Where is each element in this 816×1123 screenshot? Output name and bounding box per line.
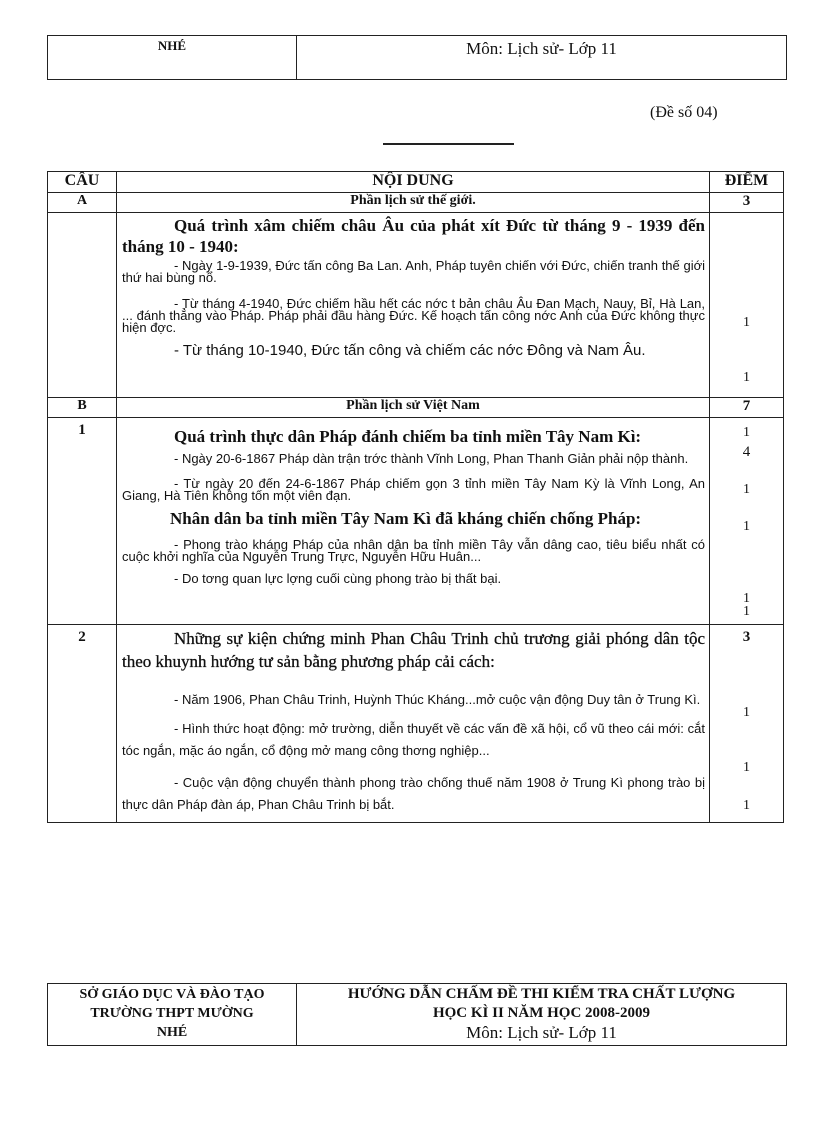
table-header-row — [48, 172, 784, 193]
q1-para-4: - Do tơng quan lực lợng cuối cùng phong trào bị thất bại. — [174, 571, 502, 586]
a-para-3: - Từ tháng 10-1940, Đức tấn công và chiếm các nớc Đông và Nam Âu. — [174, 342, 646, 359]
top-header-school: NHÉ — [48, 36, 297, 79]
subject-grade: Môn: Lịch sử- Lớp 11 — [466, 1023, 617, 1042]
q2-point-2: 1 — [743, 705, 750, 720]
section-a-title: Phần lịch sử thế giới. — [117, 193, 710, 213]
table-row-2 — [48, 625, 784, 823]
semester-year: HỌC KÌ II NĂM HỌC 2008-2009 — [432, 1005, 651, 1021]
department-name: SỞ GIÁO DỤC VÀ ĐÀO TẠO — [79, 987, 265, 1002]
bottom-header-title — [297, 984, 786, 1045]
row-a-content — [117, 213, 710, 398]
q2-point-4: 1 — [743, 798, 750, 813]
q1-point-1: 4 — [742, 444, 751, 460]
a-para-1: - Ngày 1-9-1939, Đức tấn công Ba Lan. Anh, Pháp tuyên chiến với Đức, chiến tranh thế giới thứ hai bùng nổ. — [122, 258, 705, 285]
q2-para-3: - Cuộc vận động chuyển thành phong trào chống thuế năm 1908 ở Trung Kì phong trào bị thực dân Pháp đàn áp, Phan Châu Trinh bị bắt. — [122, 775, 705, 812]
header-content: NỘI DUNG — [117, 172, 710, 193]
q1-para-2: - Từ ngày 20 đến 24-6-1867 Pháp chiếm gọn 3 tỉnh miền Tây Nam Kỳ là Vĩnh Long, An Giang, Hà Tiên không tốn một viên đạn. — [122, 476, 705, 503]
q1-title-2: Nhân dân ba tỉnh miền Tây Nam Kì đã kháng chiến chống Pháp: — [170, 509, 642, 528]
q1-content — [117, 418, 710, 625]
section-a-row — [48, 193, 784, 213]
q1-point-5: 1 — [743, 604, 750, 619]
section-b-title: Phần lịch sử Việt Nam — [117, 398, 710, 418]
q2-point-1: 3 — [742, 629, 751, 645]
q1-point-4: 1 — [743, 591, 750, 606]
header-question: CÂU — [48, 172, 117, 193]
q1-id: 1 — [48, 418, 117, 625]
q1-para-1: - Ngày 20-6-1867 Pháp dàn trận trớc thành Vĩnh Long, Phan Thanh Giản phải nộp thành. — [174, 451, 689, 466]
top-header-subject: Môn: Lịch sử- Lớp 11 — [466, 39, 617, 58]
row-a-points — [710, 213, 784, 440]
q2-para-2: - Hình thức hoạt động: mở trường, diễn thuyết về các vấn đề xã hội, cổ vũ theo cái mới: cắt tóc ngắn, mặc áo ngắn, cổ động mở mang công thơng nghiệp... — [122, 721, 705, 758]
row-a-id — [48, 213, 117, 398]
q2-content — [117, 625, 710, 823]
divider-line — [383, 143, 514, 145]
section-b-id: B — [48, 398, 117, 418]
table-row-1 — [48, 418, 784, 625]
school-name: TRƯỜNG THPT MƯỜNG — [90, 1006, 254, 1021]
q2-title: Những sự kiện chứng minh Phan Châu Trinh chủ trương giải phóng dân tộc theo khuynh hướng tư sản bằng phương pháp cải cách: — [122, 629, 705, 671]
q2-id: 2 — [48, 625, 117, 823]
a-point-3: 1 — [743, 425, 750, 440]
answer-table — [47, 171, 784, 823]
q1-title-1: Quá trình thực dân Pháp đánh chiếm ba tỉnh miền Tây Nam Kì: — [174, 427, 642, 446]
q2-point-3: 1 — [743, 760, 750, 775]
section-b-row — [48, 398, 784, 418]
q2-points — [710, 625, 784, 823]
school-name-cont: NHÉ — [156, 1025, 188, 1040]
top-header — [47, 35, 787, 80]
section-b-points: 7 — [710, 398, 784, 418]
a-point-1: 1 — [743, 315, 750, 330]
table-row-a — [48, 213, 784, 398]
a-title: Quá trình xâm chiếm châu Âu của phát xít Đức từ tháng 9 - 1939 đến tháng 10 - 1940: — [122, 216, 705, 256]
section-a-id: A — [48, 193, 117, 213]
a-point-2: 1 — [743, 370, 750, 385]
bottom-header — [47, 983, 787, 1046]
bottom-header-school — [48, 984, 297, 1045]
exam-number: (Đề số 04) — [650, 104, 718, 121]
q1-para-3: - Phong trào kháng Pháp của nhân dân ba tỉnh miền Tây vẫn dâng cao, tiêu biểu nhất có cuộc khởi nghĩa của Nguyễn Trung Trực, Nguyễn Hữu Huân... — [122, 537, 705, 564]
section-a-points: 3 — [710, 193, 784, 213]
q1-point-2: 1 — [743, 482, 750, 497]
guide-title: HƯỚNG DẪN CHẤM ĐỀ THI KIỂM TRA CHẤT LƯỢNG — [347, 986, 736, 1002]
a-para-2: - Từ tháng 4-1940, Đức chiếm hầu hết các nớc t bản châu Âu Đan Mạch, Nauy, Bỉ, Hà Lan, ... đánh thẳng vào Pháp. Pháp phải đầu hàng Đức. Kế hoạch tấn công nớc Anh của Đức không thực hiện đợc. — [122, 296, 705, 335]
q1-points — [710, 418, 784, 625]
q1-point-3: 1 — [743, 519, 750, 534]
q2-para-1: - Năm 1906, Phan Châu Trinh, Huỳnh Thúc Kháng...mở cuộc vận động Duy tân ở Trung Kì. — [174, 692, 701, 707]
header-points: ĐIỂM — [710, 172, 784, 193]
